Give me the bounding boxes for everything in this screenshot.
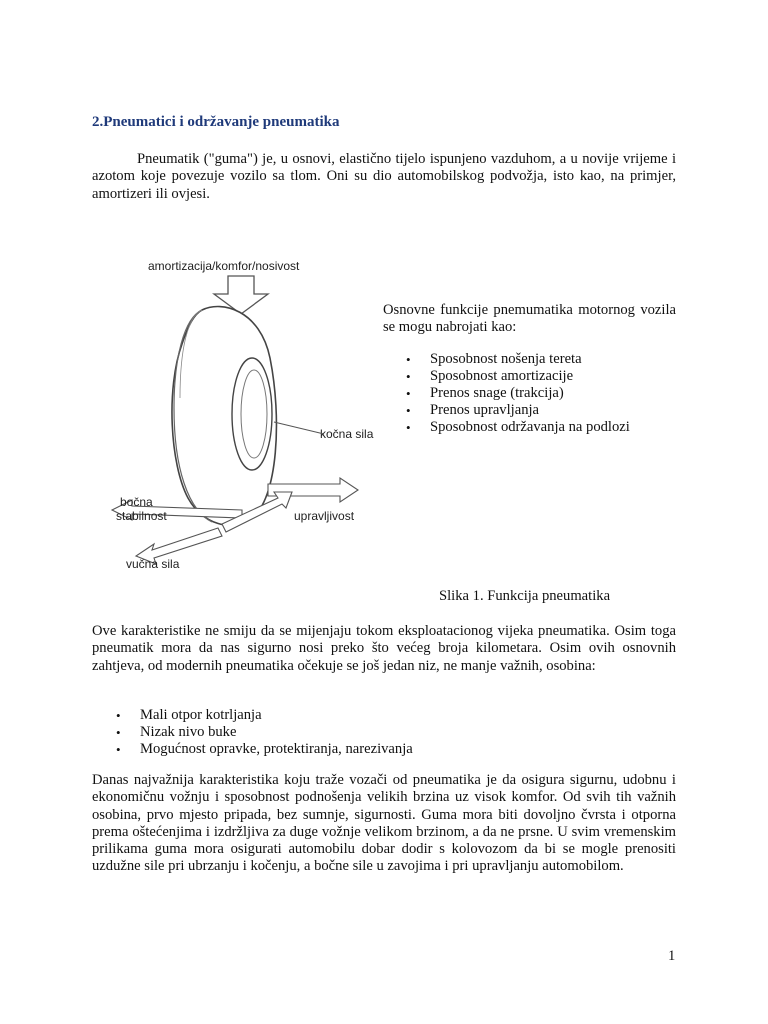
- paragraph-3: Danas najvažnija karakteristika koju traže vozači od pneumatika je da osigura sigurnu, udobnu i ekonomičnu vožnju i sposobnost podnošenja velikih brzina uz visok komfor. Od svih tih važnih osobina, prvo mjesto pripada, bez sumnje, sigurnosti. Guma mora biti dovoljno čvrsta i otporna prema oštećenjima i izdržljiva za duge vožnje velikom brzinom, a da ne prsne. U svim vremenskim prilikama guma mora osigurati automobilu dobar dodir s kolovozom da bi se mogle prenositi uzdužne sile pri ubrzanju i kočenju, a bočne sile u zavojima i pri upravljanju automobilom.: [92, 772, 676, 875]
- figure-label-traction: vučna sila: [126, 557, 180, 571]
- functions-intro: Osnovne funkcije pnemumatika motornog vozila se mogu nabrojati kao:: [383, 302, 676, 336]
- figure-caption: Slika 1. Funkcija pneumatika: [439, 588, 611, 604]
- tire-function-figure: [92, 248, 384, 588]
- features-list: [140, 707, 413, 758]
- list-item: • Sposobnost održavanja na podlozi: [430, 419, 630, 436]
- figure-label-steer: upravljivost: [294, 509, 355, 523]
- list-item: • Sposobnost nošenja tereta: [430, 351, 630, 368]
- list-item: • Mogućnost opravke, protektiranja, narezivanja: [140, 741, 413, 758]
- list-item: • Mali otpor kotrljanja: [140, 707, 413, 724]
- figure-label-top: amortizacija/komfor/nosivost: [148, 259, 300, 273]
- paragraph-2: Ove karakteristike ne smiju da se mijenjaju tokom eksploatacionog vijeka pneumatika. Osim toga pneumatik mora da nas sigurno nosi preko što većeg broja kilometara. Osim ovih osnovnih zahtjeva, od modernih pneumatika očekuje se još jedan niz, ne manje važnih, osobina:: [92, 623, 676, 674]
- list-item: • Nizak nivo buke: [140, 724, 413, 741]
- figure-label-side2: stabilnost: [116, 509, 167, 523]
- list-item: • Sposobnost amortizacije: [430, 368, 630, 385]
- functions-list: [430, 351, 630, 436]
- page-number: 1: [668, 948, 676, 964]
- list-item: • Prenos snage (trakcija): [430, 385, 630, 402]
- section-title: 2.Pneumatici i održavanje pneumatika: [92, 114, 340, 130]
- figure-label-brake: kočna sila: [320, 427, 374, 441]
- figure-label-side1: bočna: [120, 495, 153, 509]
- intro-paragraph: Pneumatik ("guma") je, u osnovi, elastično tijelo ispunjeno vazduhom, a u novije vrijeme i azotom koje povezuje vozilo sa tlom. Oni su dio automobilskog podvožja, isto kao, na primjer, amortizeri ili ovjesi.: [92, 151, 676, 202]
- list-item: • Prenos upravljanja: [430, 402, 630, 419]
